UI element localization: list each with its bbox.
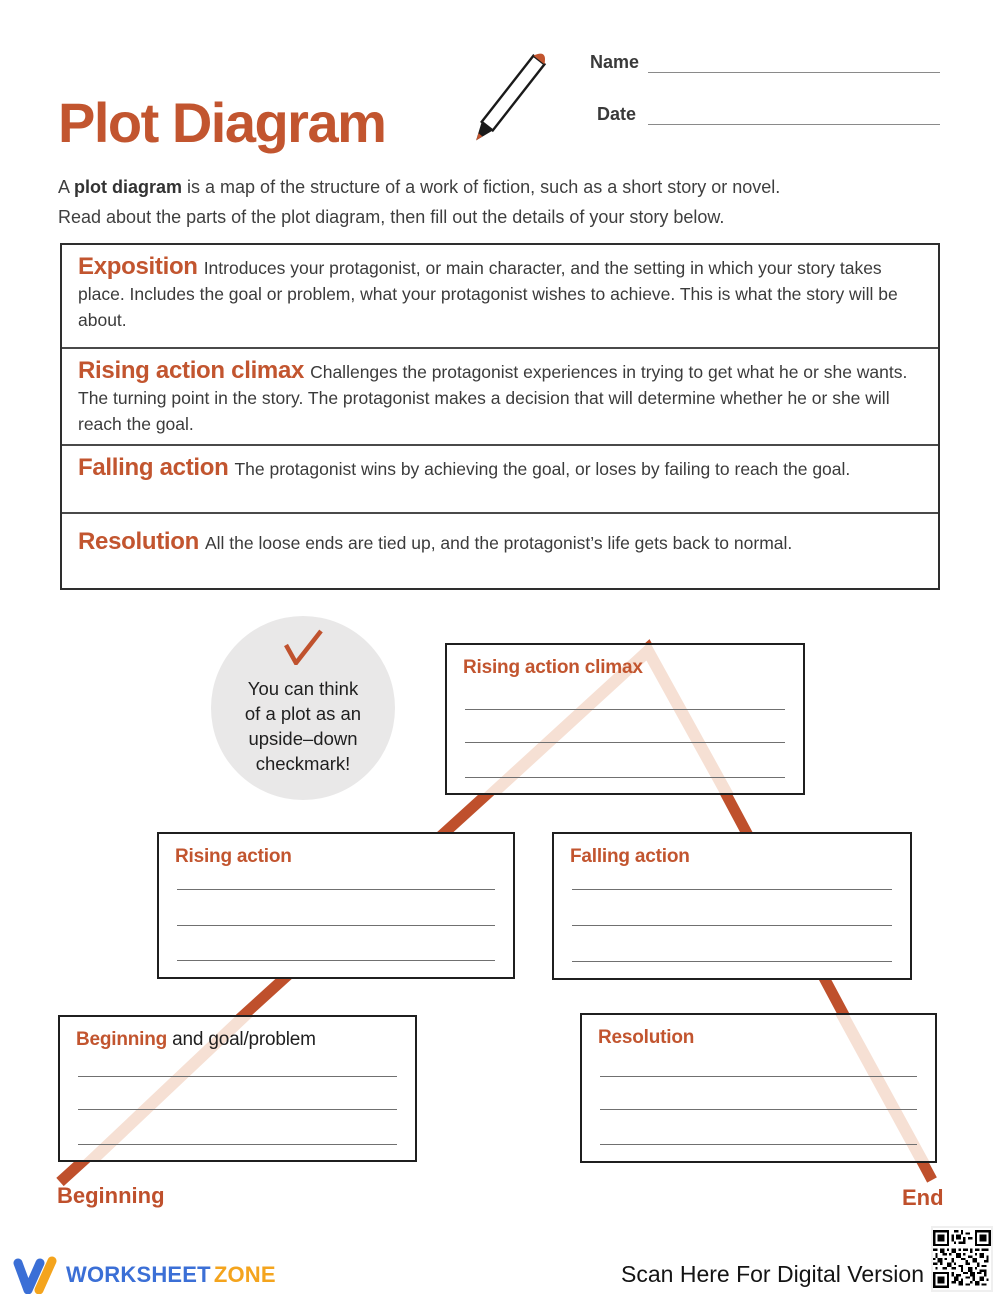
write-line — [572, 925, 892, 926]
definition-text: Introduces your protagonist, or main character, and the setting in which your story takes place. Includes the goal or problem, what your protagonist wishes to achieve. This is what the story will be about. — [78, 258, 898, 330]
box-label: Falling action — [570, 846, 690, 867]
definition-term: Falling action — [78, 454, 229, 481]
page-title: Plot Diagram — [58, 91, 386, 154]
definition-text: Challenges the protagonist experiences in trying to get what he or she wants. The turning point in the story. The protagonist makes a decision that will determine whether he or she will reach the goal. — [78, 362, 908, 434]
definition-term: Exposition — [78, 253, 198, 280]
box-rising-action-climax — [445, 643, 805, 795]
intro-line-1: A plot diagram is a map of the structure of a work of fiction, such as a short story or novel. — [58, 177, 781, 197]
definition-text: The protagonist wins by achieving the goal, or loses by failing to reach the goal. — [234, 459, 851, 479]
beginning-axis-label: Beginning — [57, 1183, 165, 1208]
name-label: Name — [590, 52, 640, 72]
box-label: Beginning and goal/problem — [76, 1029, 316, 1050]
definition-resolution — [62, 512, 938, 586]
box-label: Rising action climax — [463, 657, 643, 678]
write-line — [600, 1076, 917, 1077]
definition-exposition — [62, 245, 938, 347]
write-line — [78, 1109, 397, 1110]
date-label: Date — [597, 104, 637, 124]
box-rising-action — [157, 832, 515, 979]
intro-line-2: Read about the parts of the plot diagram, then fill out the details of your story below. — [58, 207, 725, 227]
definition-falling-action — [62, 444, 938, 512]
intro-paragraph — [58, 172, 958, 232]
date-blank-line — [648, 124, 940, 125]
box-label: Rising action — [175, 846, 292, 867]
definition-text: All the loose ends are tied up, and the protagonist’s life gets back to normal. — [205, 533, 793, 553]
write-line — [572, 961, 892, 962]
box-label: Resolution — [598, 1027, 695, 1048]
checkmark-icon — [283, 629, 323, 665]
end-axis-label: End — [902, 1185, 944, 1210]
write-line — [177, 925, 495, 926]
definition-rising-action-climax — [62, 347, 938, 444]
write-line — [177, 960, 495, 961]
name-blank-line — [648, 72, 940, 73]
definition-term: Rising action climax — [78, 357, 305, 384]
definition-term: Resolution — [78, 528, 199, 555]
box-resolution — [580, 1013, 937, 1163]
box-beginning-goal-problem — [58, 1015, 417, 1162]
write-line — [600, 1144, 917, 1145]
brand-worksheet: WORKSHEET — [66, 1262, 211, 1287]
write-line — [177, 889, 495, 890]
write-line — [78, 1144, 397, 1145]
pencil-icon — [458, 34, 562, 160]
write-line — [465, 709, 785, 710]
tip-bubble — [211, 616, 395, 800]
box-falling-action — [552, 832, 912, 980]
write-line — [572, 889, 892, 890]
definitions-box — [60, 243, 940, 590]
write-line — [78, 1076, 397, 1077]
brand-zone: ZONE — [213, 1262, 276, 1287]
write-line — [600, 1109, 917, 1110]
write-line — [465, 742, 785, 743]
scan-here-text: Scan Here For Digital Version — [621, 1261, 924, 1287]
write-line — [465, 777, 785, 778]
tip-text: You can think of a plot as an upside–down checkmark! — [244, 678, 362, 774]
